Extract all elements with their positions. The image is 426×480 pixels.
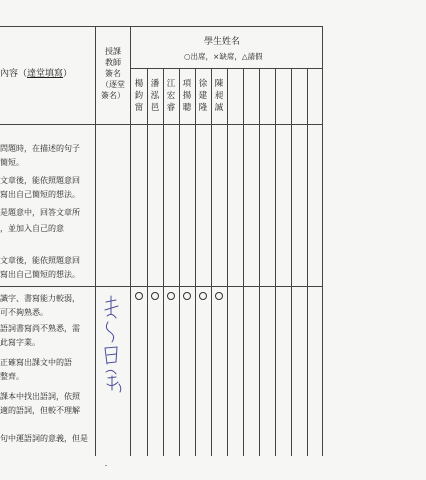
student-name: 徐 建 隆	[198, 79, 208, 113]
attendance-mark-present	[151, 292, 159, 300]
top-border	[0, 26, 323, 27]
content-line: 語詞書寫尚不熟悉，需	[0, 324, 80, 333]
content-line: 句中運語詞的意義，但是	[0, 434, 88, 443]
content-line: 簡短。	[0, 158, 24, 167]
content-label-link: 達堂填寫	[27, 69, 64, 79]
teacher-signature-column-header: 授課 教師 簽名 （逐堂 簽名）	[101, 47, 125, 100]
content-line: 正確寫出課文中的語	[0, 358, 72, 367]
content-line: 問題時，在描述的句子	[0, 144, 80, 153]
content-line: 文章後，能依照題意回	[0, 256, 80, 265]
student-name: 陳 昶 誠	[214, 79, 224, 113]
content-label-suffix: ）	[63, 69, 73, 79]
student-col-divider	[163, 68, 164, 456]
student-col-divider	[195, 68, 196, 456]
student-col-divider	[227, 68, 228, 456]
content-line: 課本中找出語詞，依照	[0, 392, 80, 401]
student-name: 江 宏 睿	[166, 79, 176, 113]
student-name: 楊 鈞 甯	[134, 79, 144, 113]
attendance-mark-present	[167, 292, 175, 300]
student-col-divider	[259, 68, 260, 456]
content-line: 寫出自己簡短的想法。	[0, 190, 80, 199]
content-line: 整齊。	[0, 372, 24, 381]
content-line: 識字、書寫能力較弱，	[0, 294, 80, 303]
attendance-mark-present	[135, 292, 143, 300]
content-line: 文章後，能依照題意回	[0, 176, 80, 185]
content-line: 此寫字業。	[0, 338, 40, 347]
content-line: 適的語詞，但較不理解	[0, 406, 80, 415]
student-name: 潘 泓 邑	[150, 79, 160, 113]
content-label-prefix: 內容（	[0, 69, 28, 79]
student-col-divider	[307, 68, 308, 456]
attendance-mark-present	[183, 292, 191, 300]
right-border	[322, 26, 323, 456]
teacher-col-divider	[130, 26, 131, 456]
content-line: 可不夠熟悉。	[0, 308, 48, 317]
student-col-divider	[211, 68, 212, 456]
content-line: 是題意中，回答文章所	[0, 208, 80, 217]
student-col-divider	[291, 68, 292, 456]
student-col-divider	[147, 68, 148, 456]
scan-speck	[105, 465, 107, 466]
students-title: 學生姓名	[204, 37, 241, 47]
content-line: 寫出自己簡短的想法。	[0, 270, 80, 279]
teacher-signature	[100, 292, 130, 402]
student-col-divider	[243, 68, 244, 456]
student-col-divider	[275, 68, 276, 456]
content-line: ，並加入自己的意	[0, 224, 64, 233]
student-name: 項 揚 聰	[182, 79, 192, 113]
attendance-mark-present	[199, 292, 207, 300]
content-col-divider	[95, 26, 96, 456]
attendance-mark-present	[215, 292, 223, 300]
content-column-header	[0, 66, 72, 79]
attendance-legend: ○出席，×缺席，△請假	[184, 52, 263, 61]
student-col-divider	[179, 68, 180, 456]
